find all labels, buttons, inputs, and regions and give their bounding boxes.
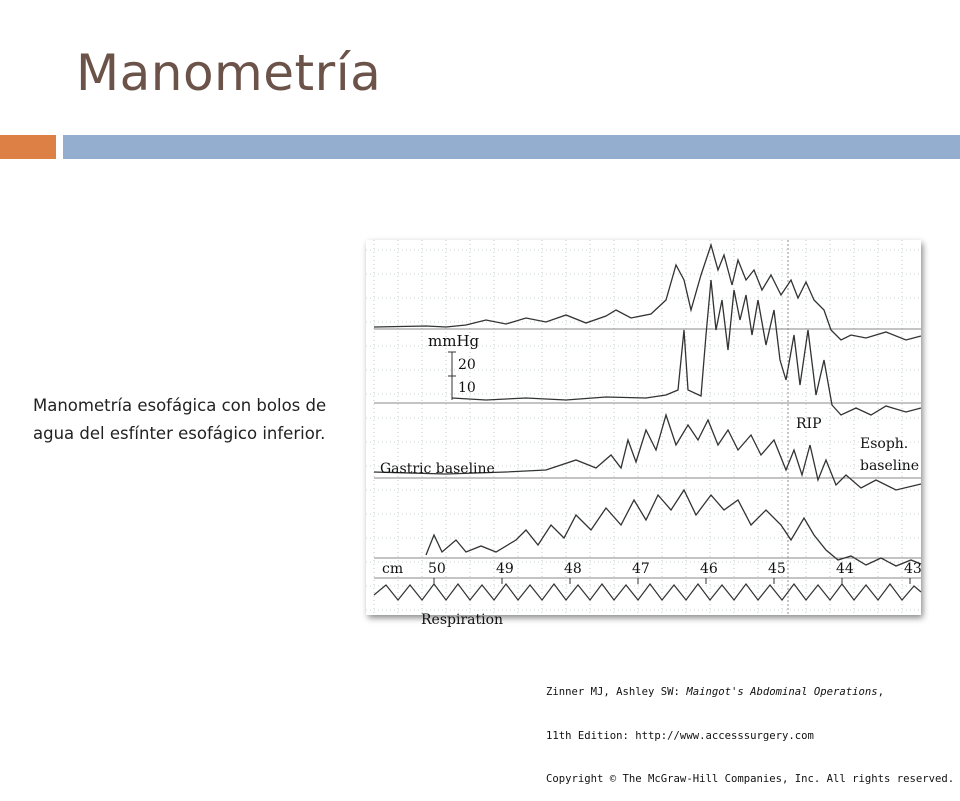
trace-channel-2: [452, 280, 921, 415]
grid-lines: [366, 240, 921, 615]
manometry-figure: [366, 240, 922, 628]
slide-body-text: Manometría esofágica con bolos de agua del esfínter esofágico inferior.: [33, 396, 327, 443]
cm-position-label: 46: [700, 561, 718, 577]
cm-position-label: 48: [564, 561, 582, 577]
gastric-baseline-label: Gastric baseline: [380, 461, 495, 477]
unit-label-mmhg: mmHg: [428, 332, 480, 350]
accent-bar-blue: [63, 135, 960, 159]
cm-position-label: 43: [904, 561, 922, 577]
credit-line-2: 11th Edition: http://www.accesssurgery.com: [546, 729, 814, 742]
cm-position-label: 45: [768, 561, 786, 577]
cm-position-label: 44: [836, 561, 854, 577]
copyright-credit: [546, 656, 960, 801]
credit-line-3: Copyright © The McGraw-Hill Companies, Inc. All rights reserved.: [546, 773, 955, 785]
respiration-label: Respiration: [421, 612, 504, 628]
accent-bar-orange: [0, 135, 56, 159]
cm-axis-label: cm: [382, 561, 404, 577]
trace-channel-3: [374, 415, 921, 490]
cm-position-label: 50: [428, 561, 446, 577]
mmhg-scale-bar: [448, 352, 456, 400]
trace-channel-1: [374, 245, 921, 340]
cm-position-label: 47: [632, 561, 650, 577]
esoph-baseline-label-line2: baseline: [860, 458, 920, 474]
credit-book-title: Maingot's Abdominal Operations: [686, 686, 878, 698]
scale-value-20: 20: [458, 357, 476, 373]
cm-position-labels: [428, 561, 922, 584]
manometry-tracing: [366, 240, 922, 628]
trace-channel-4: [426, 490, 921, 566]
trace-respiration: [374, 584, 921, 600]
esoph-baseline-label-line1: Esoph.: [860, 436, 909, 452]
scale-value-10: 10: [458, 380, 476, 396]
credit-comma: ,: [877, 686, 885, 698]
slide-title: Manometría: [76, 44, 382, 102]
credit-authors: Zinner MJ, Ashley SW:: [546, 686, 687, 698]
rip-label: RIP: [796, 416, 822, 432]
cm-position-label: 49: [496, 561, 514, 577]
credit-line-1: [546, 685, 960, 700]
